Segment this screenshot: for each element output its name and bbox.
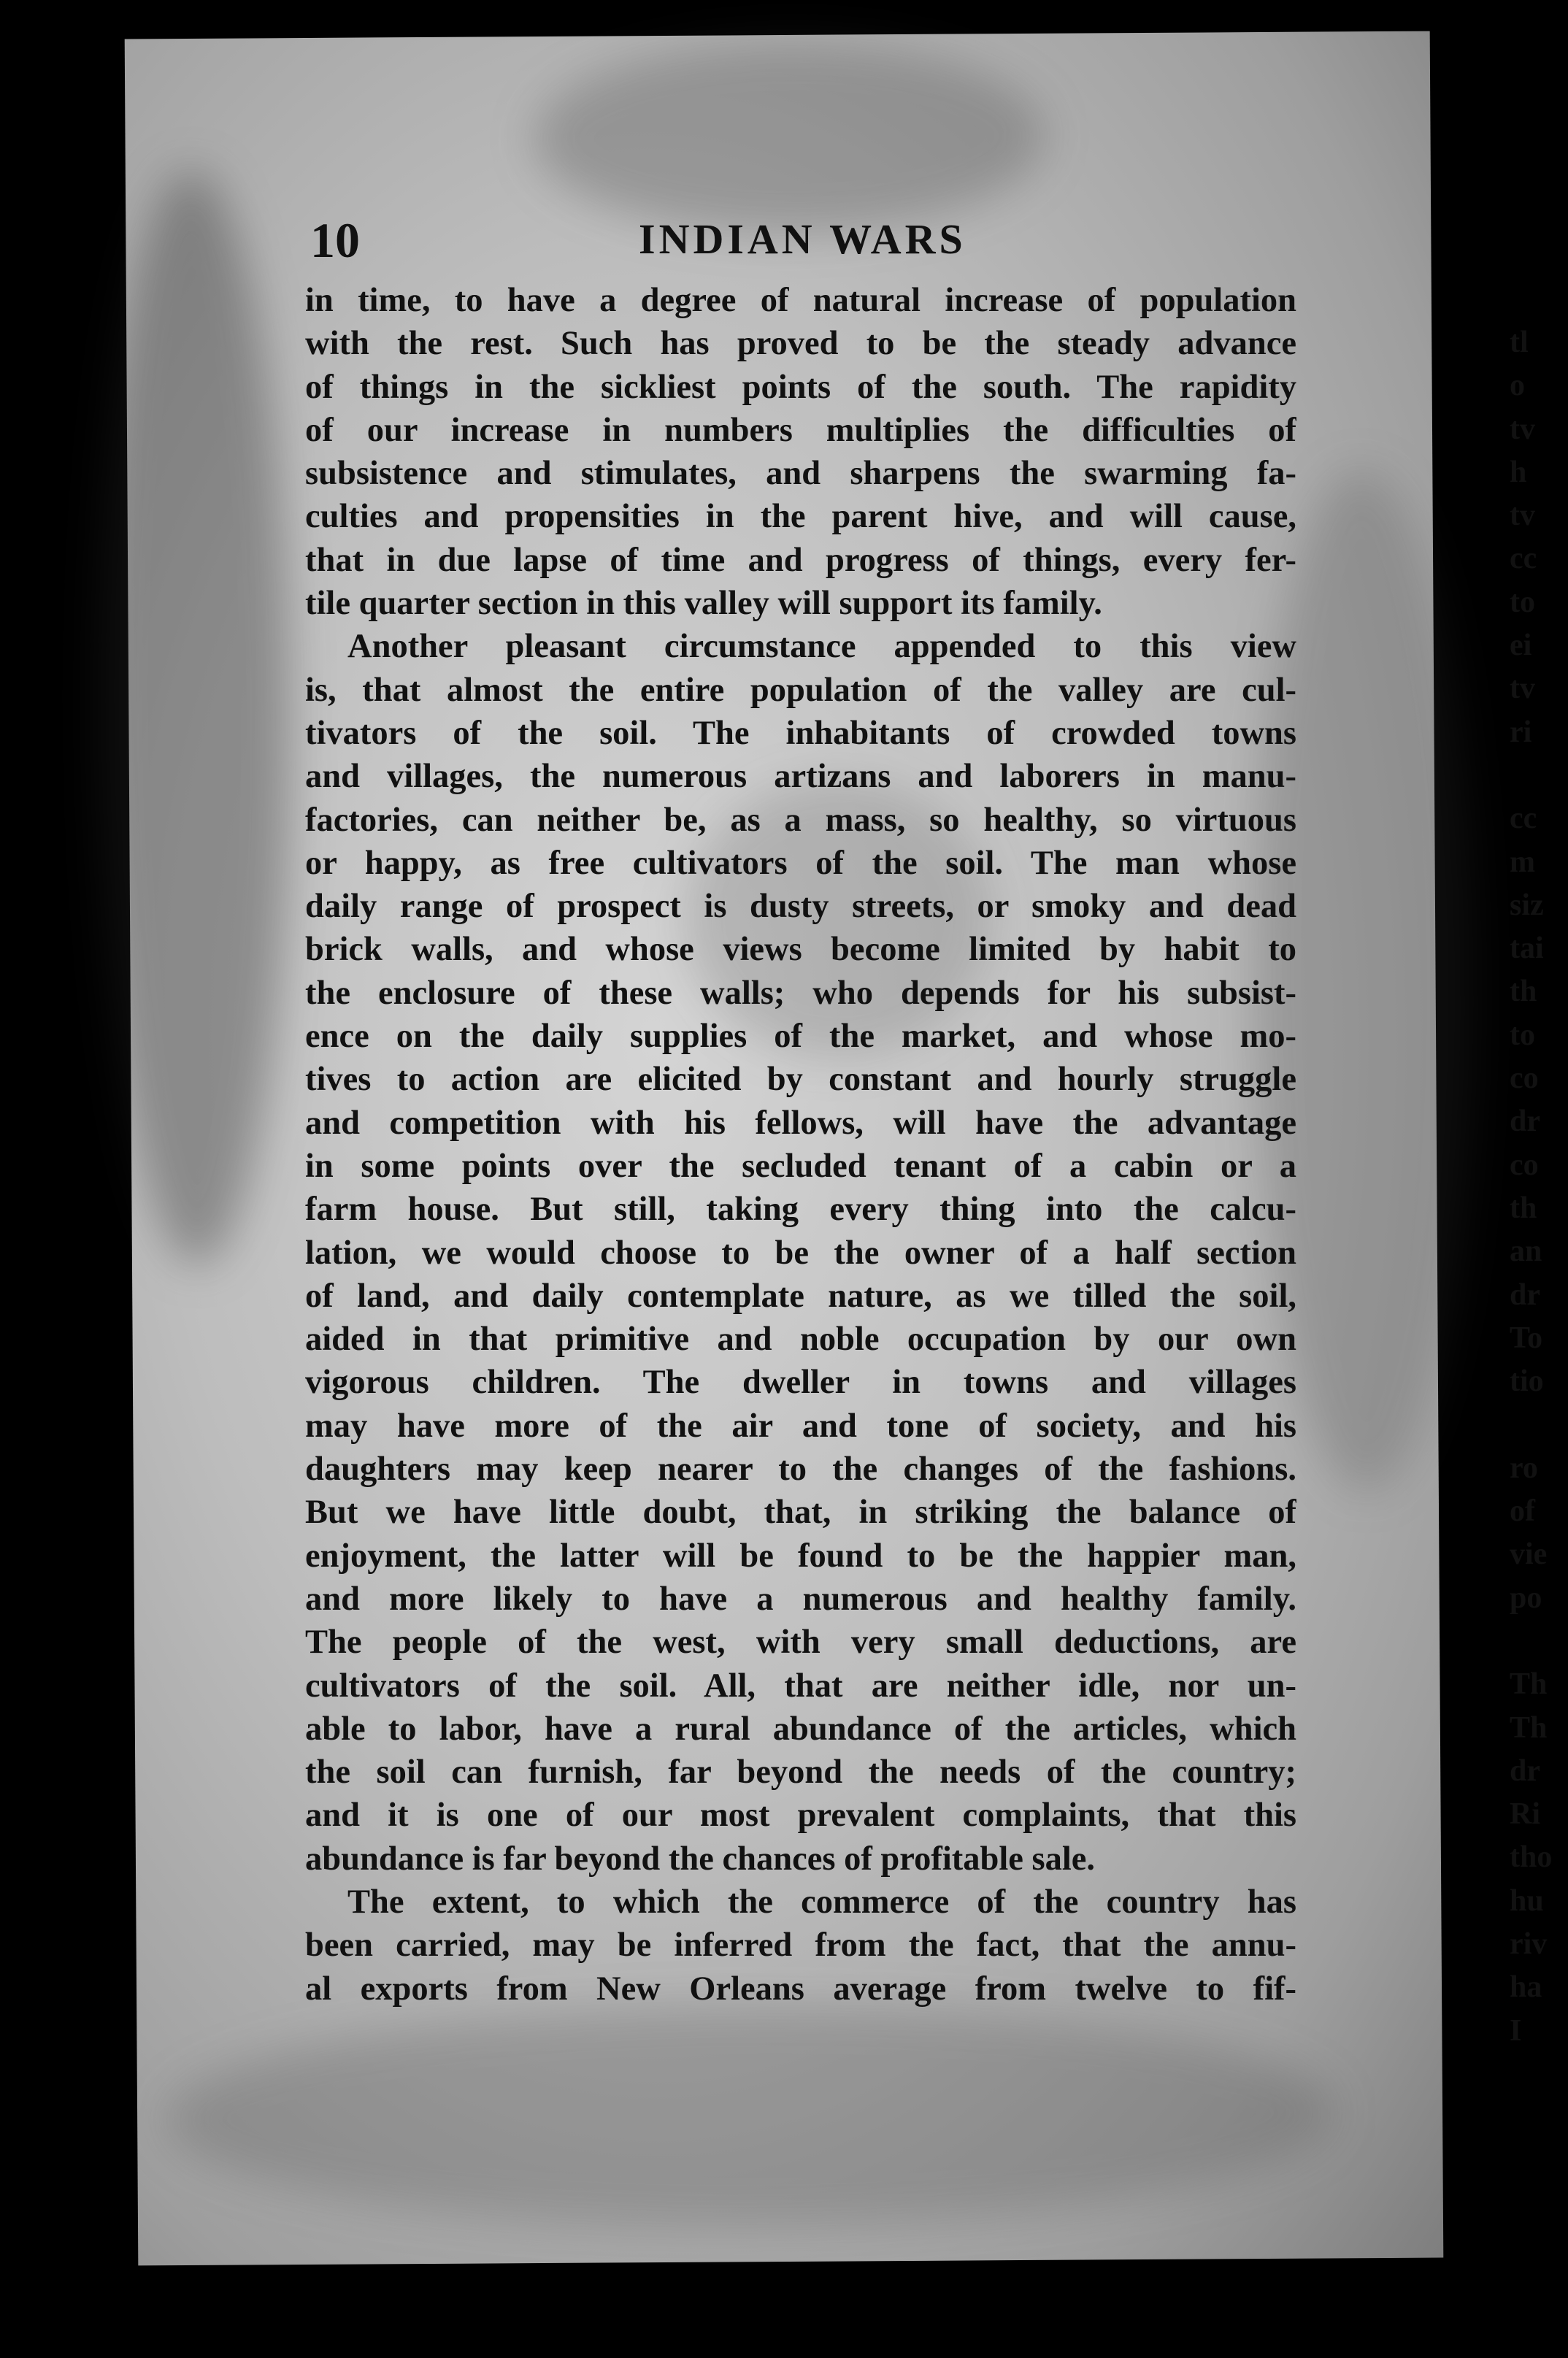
adjacent-line-fragment: to [1510,585,1535,619]
adjacent-line-fragment: cc [1510,542,1537,576]
text-line: The people of the west, with very small deductions, are [305,1624,1296,1662]
text-line: of our increase in numbers multiplies the difficulties of [305,411,1296,449]
text-line: tivators of the soil. The inhabitants of crowded towns [305,714,1296,752]
text-line: The extent, to which the commerce of the country has [347,1883,1296,1921]
adjacent-line-fragment [1510,754,1568,797]
adjacent-line-fragment: cc [1510,802,1537,836]
adjacent-line-fragment: ha [1510,1970,1542,2005]
text-line: the enclosure of these walls; who depends for his subsist- [305,974,1296,1012]
adjacent-line-fragment: tv [1510,672,1535,706]
page-number: 10 [310,212,360,268]
text-line: and it is one of our most prevalent complaints, that this [305,1797,1296,1835]
adjacent-line-fragment: Th [1510,1667,1548,1702]
adjacent-line-fragment: tho [1510,1840,1553,1875]
text-line: and more likely to have a numerous and healthy family. [305,1580,1296,1618]
text-line: able to labor, have a rural abundance of the articles, which [305,1710,1296,1748]
adjacent-line-fragment: To [1510,1321,1543,1355]
adjacent-line-fragment: tv [1510,412,1535,446]
adjacent-line-fragment: ei [1510,629,1532,663]
text-line: and villages, the numerous artizans and laborers in manu- [305,758,1296,796]
text-line: in some points over the secluded tenant of a cabin or a [305,1147,1296,1185]
running-title: INDIAN WARS [639,215,966,263]
text-line: vigorous children. The dweller in towns and villages [305,1364,1296,1402]
text-line: enjoyment, the latter will be found to be the happier man, [305,1537,1296,1575]
adjacent-page-fragment [1510,321,1568,2053]
text-line: culties and propensities in the parent hive, and will cause, [305,498,1296,536]
adjacent-line-fragment: dr [1510,1278,1540,1312]
adjacent-line-fragment: co [1510,1148,1539,1182]
text-line: of things in the sickliest points of the south. The rapidity [305,368,1296,406]
text-line: Another pleasant circumstance appended to this view [347,628,1296,666]
adjacent-line-fragment: dr [1510,1754,1540,1788]
text-line: may have more of the air and tone of society, and his [305,1407,1296,1445]
text-line: brick walls, and whose views become limited by habit to [305,931,1296,969]
adjacent-line-fragment: tai [1510,932,1544,966]
text-line: tile quarter section in this valley will support its family. [305,585,1102,623]
adjacent-line-fragment: m [1510,845,1535,879]
text-line: But we have little doubt, that, in striking the balance of [305,1494,1296,1532]
text-line: cultivators of the soil. All, that are neither idle, nor un- [305,1667,1296,1705]
adjacent-line-fragment: ri [1510,715,1532,749]
text-line: aided in that primitive and noble occupation by our own [305,1321,1296,1359]
text-line: the soil can furnish, far beyond the needs of the country; [305,1754,1296,1791]
adjacent-line-fragment: ro [1510,1451,1538,1485]
adjacent-line-fragment: to [1510,1018,1535,1052]
paper-stain [534,41,1046,234]
page-header [310,212,989,270]
adjacent-line-fragment: tio [1510,1364,1544,1399]
adjacent-line-fragment: riv [1510,1927,1548,1961]
text-line: that in due lapse of time and progress of things, every fer- [305,541,1296,579]
adjacent-line-fragment: th [1510,1191,1537,1225]
adjacent-line-fragment: tl [1510,326,1529,359]
text-line: daughters may keep nearer to the changes of the fashions. [305,1451,1296,1489]
body-text [305,279,1296,2011]
adjacent-line-fragment [1510,1620,1568,1663]
text-line: abundance is far beyond the chances of profitable sale. [305,1840,1096,1878]
text-line: and competition with his fellows, will have the advantage [305,1104,1296,1142]
adjacent-line-fragment: co [1510,1061,1539,1096]
adjacent-line-fragment: of [1510,1494,1535,1529]
text-line: with the rest. Such has proved to be the steady advance [305,325,1296,363]
adjacent-line-fragment [1510,1403,1568,1446]
paper-stain [96,169,293,1266]
text-line: lation, we would choose to be the owner of a half section [305,1234,1296,1272]
adjacent-line-fragment: vie [1510,1537,1548,1572]
text-line: farm house. But still, taking every thing into the calcu- [305,1191,1296,1229]
text-line: in time, to have a degree of natural increase of population [305,282,1296,319]
text-line: tives to action are elicited by constant and hourly struggle [305,1061,1296,1099]
adjacent-line-fragment: siz [1510,888,1544,922]
text-line: al exports from New Orleans average from twelve to fif- [305,1970,1296,2008]
adjacent-line-fragment: th [1510,975,1537,1009]
adjacent-line-fragment: h [1510,455,1527,489]
adjacent-line-fragment: Th [1510,1710,1548,1745]
text-line: been carried, may be inferred from the fact, that the annu- [305,1927,1296,1965]
adjacent-line-fragment: hu [1510,1883,1544,1918]
text-line: of land, and daily contemplate nature, as we tilled the soil, [305,1277,1296,1315]
adjacent-line-fragment: po [1510,1581,1542,1615]
adjacent-line-fragment: dr [1510,1105,1540,1139]
text-line: is, that almost the entire population of the valley are cul- [305,671,1296,709]
adjacent-line-fragment: an [1510,1234,1542,1269]
text-line: ence on the daily supplies of the market, and whose mo- [305,1018,1296,1056]
text-line: subsistence and stimulates, and sharpens the swarming fa- [305,455,1296,493]
text-line: factories, can neither be, as a mass, so healthy, so virtuous [305,801,1296,839]
adjacent-line-fragment: Ri [1510,1797,1540,1832]
text-line: daily range of prospect is dusty streets, or smoky and dead [305,888,1296,926]
adjacent-line-fragment: o [1510,369,1525,403]
paper-stain [166,2002,1335,2229]
adjacent-line-fragment: I [1510,2013,1522,2048]
adjacent-line-fragment: tv [1510,499,1535,533]
text-line: or happy, as free cultivators of the soil. The man whose [305,844,1296,882]
